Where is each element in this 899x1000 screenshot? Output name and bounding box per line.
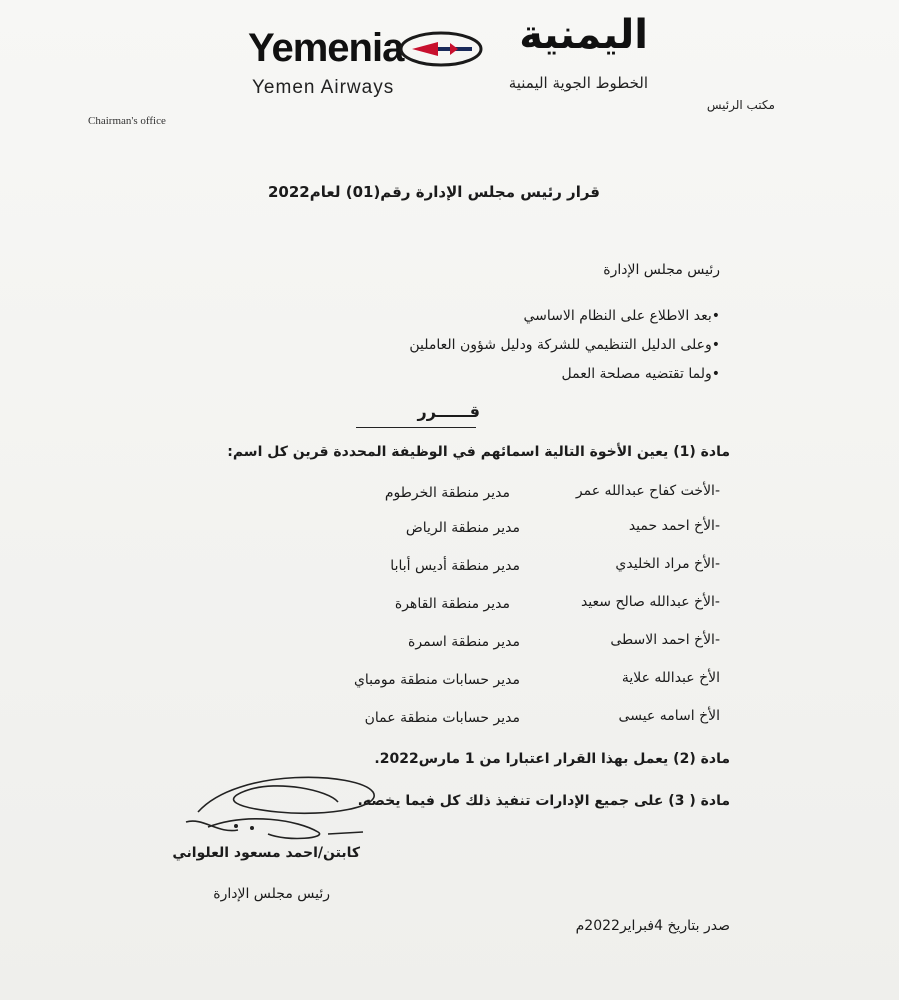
issue-date: صدر بتاريخ 4فبراير2022م [575,918,730,934]
appointee-position: مدير منطقة الخرطوم [384,485,510,501]
appointee-name: الأخ عبدالله علاية [621,670,720,686]
article-3: مادة ( 3) على جميع الإدارات تنفيذ ذلك كل فيما يخصه. [357,793,730,809]
appointee-name: -الأخ احمد الاسطى [610,632,720,648]
yemenia-logo-icon [398,30,484,68]
appointee-position: مدير منطقة الرياض [405,520,520,536]
appointee-position: مدير منطقة اسمرة [408,634,520,650]
appointee-name: الأخ اسامه عيسى [618,708,720,724]
preamble-item: •وعلى الدليل التنظيمي للشركة ودليل شؤون العاملين [409,337,720,353]
appointee-position: مدير منطقة القاهرة [394,596,510,612]
preamble-item: •ولما تقتضيه مصلحة العمل [561,366,720,382]
article-2: مادة (2) يعمل بهذا القرار اعتبارا من 1 مارس2022. [374,751,730,767]
appointee-name: -الأخت كفاح عبدالله عمر [575,483,720,499]
handwritten-signature [178,772,388,852]
office-label-en: Chairman's office [88,115,166,127]
signatory-role: رئيس مجلس الإدارة [213,886,330,902]
decree-heading-underline [356,427,476,428]
brand-name-en: Yemenia [248,26,404,70]
appointee-name: -الأخ مراد الخليدي [615,556,720,572]
issuer-line: رئيس مجلس الإدارة [603,262,720,278]
appointee-name: -الأخ عبدالله صالح سعيد [580,594,720,610]
brand-subtitle-en: Yemen Airways [252,77,395,98]
appointee-position: مدير حسابات منطقة مومباي [353,672,520,688]
article-1: مادة (1) يعين الأخوة التالية اسمائهم في الوظيفة المحددة قرين كل اسم: [227,444,730,460]
brand-name-ar: اليمنية [519,12,648,58]
signatory-name: كابتن/احمد مسعود العلواني [172,845,360,861]
decree-heading: قــــــرر [417,402,480,421]
preamble-item: •بعد الاطلاع على النظام الاساسي [523,308,720,324]
brand-subtitle-ar: الخطوط الجوية اليمنية [508,74,648,92]
appointee-position: مدير منطقة أديس أبابا [390,558,520,574]
office-label-ar: مكتب الرئيس [706,98,775,112]
appointee-position: مدير حسابات منطقة عمان [364,710,520,726]
decision-title: قرار رئيس مجلس الإدارة رقم(01) لعام2022 [268,183,600,201]
appointee-name: -الأخ احمد حميد [628,518,720,534]
